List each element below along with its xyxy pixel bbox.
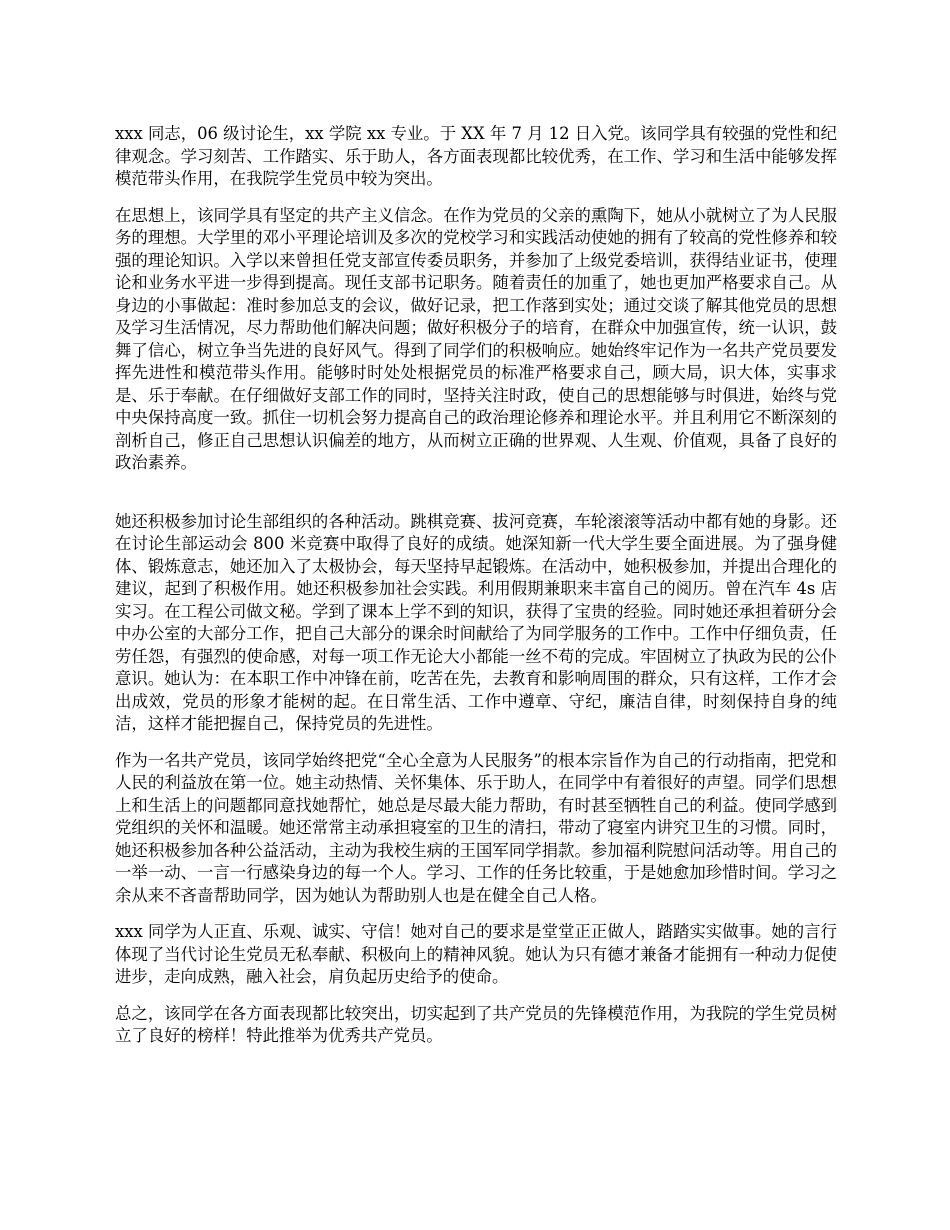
paragraph-character: xxx 同学为人正直、乐观、诚实、守信！她对自己的要求是堂堂正正做人，踏踏实实做事。她的言行体现了当代讨论生党员无私奉献、积极向上的精神风貌。她认为只有德才兼备才能拥有一种动力促使进步，走向成熟，融入社会，肩负起历史给予的使命。 [115, 922, 837, 986]
paragraph-conclusion: 总之，该同学在各方面表现都比较突出，切实起到了共产党员的先锋模范作用，为我院的学生党员树立了良好的榜样！特此推举为优秀共产党员。 [115, 1003, 837, 1045]
paragraph-ideology: 在思想上，该同学具有坚定的共产主义信念。在作为党员的父亲的熏陶下，她从小就树立了为人民服务的理想。大学里的邓小平理论培训及多次的党校学习和实践活动使她的拥有了较高的党性修养和较强的理论知识。入学以来曾担任党支部宣传委员职务，并参加了上级党委培训，获得结业证书，使理论和业务水平进一步得到提高。现任支部书记职务。随着责任的加重了，她也更加严格要求自己。从身边的小事做起：准时参加总支的会议，做好记录，把工作落到实处；通过交谈了解其他党员的思想及学习生活情况，尽力帮助他们解决问题；做好积极分子的培育，在群众中加强宣传，统一认识，鼓舞了信心，树立争当先进的良好风气。得到了同学们的积极响应。她始终牢记作为一名共产党员要发挥先进性和模范带头作用。能够时时处处根据党员的标准严格要求自己，顾大局，识大体，实事求是、乐于奉献。在仔细做好支部工作的同时，坚持关注时政，使自己的思想能够与时俱进，始终与党中央保持高度一致。抓住一切机会努力提高自己的政治理论修养和理论水平。并且利用它不断深刻的剖析自己，修正自己思想认识偏差的地方，从而树立正确的世界观、人生观、价值观，具备了良好的政治素养。 [115, 205, 837, 472]
document-body [115, 123, 837, 1062]
paragraph-service: 作为一名共产党员，该同学始终把党“全心全意为人民服务”的根本宗旨作为自己的行动指南，把党和人民的利益放在第一位。她主动热情、关怀集体、乐于助人，在同学中有着很好的声望。同学们思想上和生活上的问题都同意找她帮忙，她总是尽最大能力帮助，有时甚至牺牲自己的利益。使同学感到党组织的关怀和温暖。她还常常主动承担寝室的卫生的清扫，带动了寝室内讲究卫生的习惯。同时，她还积极参加各种公益活动，主动为我校生病的王国军同学捐款。参加福利院慰问活动等。用自己的一举一动、一言一行感染身边的每一个人。学习、工作的任务比较重，于是她愈加珍惜时间。学习之余从来不吝啬帮助同学，因为她认为帮助别人也是在健全自己人格。 [115, 750, 837, 905]
paragraph-activities: 她还积极参加讨论生部组织的各种活动。跳棋竞赛、拔河竞赛，车轮滚滚等活动中都有她的身影。还在讨论生部运动会 800 米竞赛中取得了良好的成绩。她深知新一代大学生要全面进展。为了强身健体、锻炼意志，她还加入了太极协会，每天坚持早起锻炼。在活动中，她积极参加，并提出合理化的建议，起到了积极作用。她还积极参加社会实践。利用假期兼职来丰富自己的阅历。曾在汽车 4s 店实习。在工程公司做文秘。学到了课本上学不到的知识，获得了宝贵的经验。同时她还承担着研分会中办公室的大部分工作，把自己大部分的课余时间献给了为同学服务的工作中。工作中仔细负责，任劳任怨，有强烈的使命感，对每一项工作无论大小都能一丝不苟的完成。牢固树立了执政为民的公仆意识。她认为：在本职工作中冲锋在前，吃苦在先，去教育和影响周围的群众，只有这样，工作才会出成效，党员的形象才能树的起。在日常生活、工作中遵章、守纪，廉洁自律，时刻保持自身的纯洁，这样才能把握自己，保持党员的先进性。 [115, 511, 837, 733]
paragraph-intro: xxx 同志，06 级讨论生，xx 学院 xx 专业。于 XX 年 7 月 12 日入党。该同学具有较强的党性和纪律观念。学习刻苦、工作踏实、乐于助人，各方面表现都比较优秀，在工作、学习和生活中能够发挥模范带头作用，在我院学生党员中较为突出。 [115, 124, 837, 188]
